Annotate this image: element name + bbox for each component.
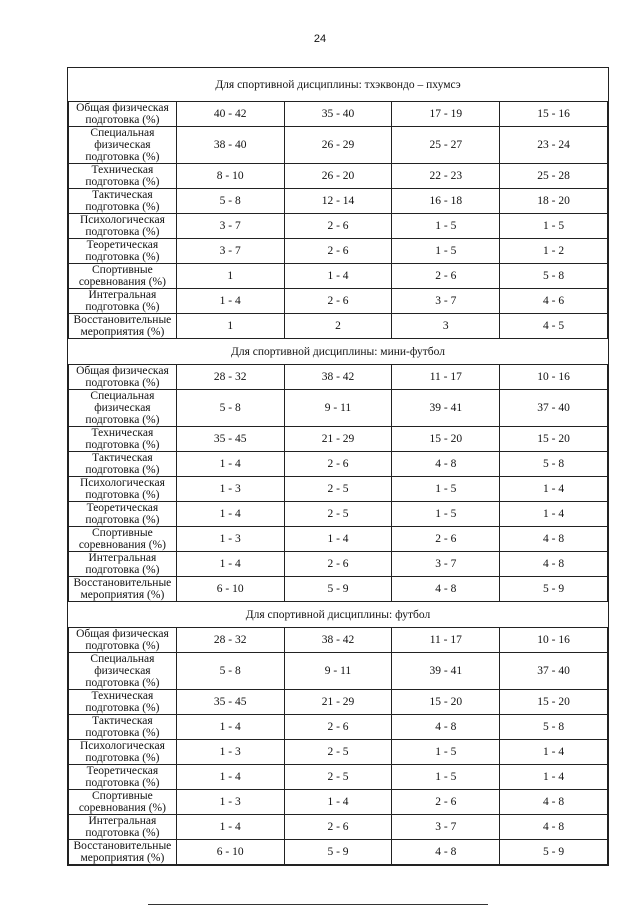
value-cell: 1 - 3 xyxy=(176,790,284,815)
value-cell: 4 - 8 xyxy=(500,790,608,815)
value-cell: 26 - 29 xyxy=(284,127,392,164)
value-cell: 1 - 3 xyxy=(176,477,284,502)
table-row xyxy=(69,390,608,427)
row-label: Интегральная подготовка (%) xyxy=(69,289,177,314)
value-cell: 2 - 6 xyxy=(284,552,392,577)
value-cell: 5 - 8 xyxy=(176,189,284,214)
value-cell: 1 - 3 xyxy=(176,527,284,552)
value-cell: 2 - 6 xyxy=(392,790,500,815)
table-row xyxy=(69,715,608,740)
value-cell: 21 - 29 xyxy=(284,427,392,452)
value-cell: 1 - 5 xyxy=(392,765,500,790)
row-label: Психологическая подготовка (%) xyxy=(69,477,177,502)
value-cell: 2 - 6 xyxy=(284,452,392,477)
value-cell: 18 - 20 xyxy=(500,189,608,214)
value-cell: 9 - 11 xyxy=(284,390,392,427)
value-cell: 2 - 6 xyxy=(284,214,392,239)
data-table xyxy=(68,68,608,865)
row-label: Спортивные соревнования (%) xyxy=(69,527,177,552)
table-row xyxy=(69,102,608,127)
value-cell: 1 - 3 xyxy=(176,740,284,765)
value-cell: 15 - 16 xyxy=(500,102,608,127)
value-cell: 38 - 40 xyxy=(176,127,284,164)
value-cell: 5 - 8 xyxy=(176,390,284,427)
table-row xyxy=(69,164,608,189)
value-cell: 28 - 32 xyxy=(176,365,284,390)
value-cell: 1 xyxy=(176,314,284,339)
value-cell: 2 - 6 xyxy=(392,527,500,552)
row-label: Психологическая подготовка (%) xyxy=(69,214,177,239)
row-label: Восстановительные мероприятия (%) xyxy=(69,577,177,602)
table-row xyxy=(69,127,608,164)
table-row xyxy=(69,264,608,289)
value-cell: 5 - 8 xyxy=(500,452,608,477)
value-cell: 35 - 45 xyxy=(176,690,284,715)
value-cell: 4 - 8 xyxy=(500,527,608,552)
value-cell: 12 - 14 xyxy=(284,189,392,214)
table-row xyxy=(69,552,608,577)
training-distribution-table xyxy=(67,67,609,866)
table-row xyxy=(69,527,608,552)
value-cell: 5 - 8 xyxy=(500,264,608,289)
value-cell: 10 - 16 xyxy=(500,628,608,653)
value-cell: 5 - 9 xyxy=(500,577,608,602)
table-row xyxy=(69,239,608,264)
value-cell: 5 - 9 xyxy=(284,577,392,602)
value-cell: 21 - 29 xyxy=(284,690,392,715)
table-row xyxy=(69,653,608,690)
value-cell: 2 - 6 xyxy=(392,264,500,289)
value-cell: 4 - 8 xyxy=(392,452,500,477)
value-cell: 37 - 40 xyxy=(500,390,608,427)
value-cell: 1 - 4 xyxy=(500,740,608,765)
row-label: Спортивные соревнования (%) xyxy=(69,790,177,815)
value-cell: 1 - 5 xyxy=(392,239,500,264)
section-title-row xyxy=(69,602,608,628)
table-row xyxy=(69,289,608,314)
table-row xyxy=(69,628,608,653)
row-label: Тактическая подготовка (%) xyxy=(69,452,177,477)
value-cell: 40 - 42 xyxy=(176,102,284,127)
value-cell: 1 - 5 xyxy=(392,502,500,527)
value-cell: 3 - 7 xyxy=(392,552,500,577)
value-cell: 4 - 8 xyxy=(500,552,608,577)
value-cell: 2 - 6 xyxy=(284,289,392,314)
table-row xyxy=(69,477,608,502)
table-row xyxy=(69,365,608,390)
value-cell: 39 - 41 xyxy=(392,390,500,427)
value-cell: 22 - 23 xyxy=(392,164,500,189)
value-cell: 1 - 4 xyxy=(176,452,284,477)
value-cell: 28 - 32 xyxy=(176,628,284,653)
value-cell: 1 - 5 xyxy=(392,740,500,765)
value-cell: 6 - 10 xyxy=(176,577,284,602)
value-cell: 10 - 16 xyxy=(500,365,608,390)
row-label: Теоретическая подготовка (%) xyxy=(69,502,177,527)
value-cell: 1 - 4 xyxy=(500,502,608,527)
value-cell: 26 - 20 xyxy=(284,164,392,189)
value-cell: 39 - 41 xyxy=(392,653,500,690)
value-cell: 1 xyxy=(176,264,284,289)
value-cell: 1 - 4 xyxy=(176,765,284,790)
value-cell: 5 - 9 xyxy=(284,840,392,865)
value-cell: 1 - 2 xyxy=(500,239,608,264)
value-cell: 2 - 5 xyxy=(284,502,392,527)
value-cell: 3 - 7 xyxy=(176,239,284,264)
value-cell: 25 - 28 xyxy=(500,164,608,189)
table-row xyxy=(69,740,608,765)
value-cell: 4 - 8 xyxy=(392,840,500,865)
value-cell: 38 - 42 xyxy=(284,365,392,390)
value-cell: 1 - 4 xyxy=(284,264,392,289)
value-cell: 3 - 7 xyxy=(392,815,500,840)
value-cell: 17 - 19 xyxy=(392,102,500,127)
value-cell: 38 - 42 xyxy=(284,628,392,653)
value-cell: 2 - 5 xyxy=(284,765,392,790)
value-cell: 4 - 6 xyxy=(500,289,608,314)
value-cell: 2 - 6 xyxy=(284,715,392,740)
table-row xyxy=(69,502,608,527)
row-label: Тактическая подготовка (%) xyxy=(69,189,177,214)
table-row xyxy=(69,452,608,477)
table-row xyxy=(69,214,608,239)
row-label: Интегральная подготовка (%) xyxy=(69,815,177,840)
value-cell: 5 - 8 xyxy=(500,715,608,740)
value-cell: 4 - 8 xyxy=(392,577,500,602)
value-cell: 3 - 7 xyxy=(392,289,500,314)
row-label: Общая физическая подготовка (%) xyxy=(69,102,177,127)
value-cell: 1 - 4 xyxy=(284,790,392,815)
value-cell: 1 - 5 xyxy=(392,477,500,502)
row-label: Спортивные соревнования (%) xyxy=(69,264,177,289)
table-row xyxy=(69,189,608,214)
value-cell: 25 - 27 xyxy=(392,127,500,164)
value-cell: 15 - 20 xyxy=(392,690,500,715)
row-label: Тактическая подготовка (%) xyxy=(69,715,177,740)
value-cell: 4 - 8 xyxy=(500,815,608,840)
row-label: Техническая подготовка (%) xyxy=(69,427,177,452)
value-cell: 15 - 20 xyxy=(500,690,608,715)
value-cell: 3 - 7 xyxy=(176,214,284,239)
row-label: Интегральная подготовка (%) xyxy=(69,552,177,577)
section-2 xyxy=(69,339,608,602)
value-cell: 15 - 20 xyxy=(392,427,500,452)
section-3 xyxy=(69,602,608,865)
row-label: Специальная физическая подготовка (%) xyxy=(69,653,177,690)
value-cell: 1 - 4 xyxy=(176,715,284,740)
table-row xyxy=(69,577,608,602)
value-cell: 5 - 8 xyxy=(176,653,284,690)
value-cell: 37 - 40 xyxy=(500,653,608,690)
value-cell: 9 - 11 xyxy=(284,653,392,690)
value-cell: 2 - 6 xyxy=(284,239,392,264)
row-label: Специальная физическая подготовка (%) xyxy=(69,390,177,427)
section-1 xyxy=(69,68,608,339)
value-cell: 11 - 17 xyxy=(392,628,500,653)
value-cell: 35 - 45 xyxy=(176,427,284,452)
table-row xyxy=(69,765,608,790)
value-cell: 5 - 9 xyxy=(500,840,608,865)
section-title: Для спортивной дисциплины: мини-футбол xyxy=(69,339,608,365)
row-label: Специальная физическая подготовка (%) xyxy=(69,127,177,164)
value-cell: 1 - 5 xyxy=(500,214,608,239)
row-label: Общая физическая подготовка (%) xyxy=(69,628,177,653)
value-cell: 11 - 17 xyxy=(392,365,500,390)
table-row xyxy=(69,427,608,452)
value-cell: 1 - 4 xyxy=(284,527,392,552)
section-title: Для спортивной дисциплины: футбол xyxy=(69,602,608,628)
value-cell: 2 - 5 xyxy=(284,740,392,765)
value-cell: 3 xyxy=(392,314,500,339)
value-cell: 1 - 4 xyxy=(176,289,284,314)
table-row xyxy=(69,840,608,865)
section-title-row xyxy=(69,339,608,365)
value-cell: 1 - 4 xyxy=(500,477,608,502)
value-cell: 1 - 4 xyxy=(176,502,284,527)
value-cell: 4 - 5 xyxy=(500,314,608,339)
row-label: Техническая подготовка (%) xyxy=(69,690,177,715)
row-label: Теоретическая подготовка (%) xyxy=(69,239,177,264)
section-title-row xyxy=(69,68,608,102)
value-cell: 6 - 10 xyxy=(176,840,284,865)
row-label: Техническая подготовка (%) xyxy=(69,164,177,189)
section-title: Для спортивной дисциплины: тхэквондо – пхумсэ xyxy=(69,68,608,102)
value-cell: 1 - 4 xyxy=(176,552,284,577)
table-row xyxy=(69,815,608,840)
row-label: Психологическая подготовка (%) xyxy=(69,740,177,765)
value-cell: 8 - 10 xyxy=(176,164,284,189)
value-cell: 1 - 4 xyxy=(176,815,284,840)
table-row xyxy=(69,314,608,339)
table-row xyxy=(69,690,608,715)
value-cell: 4 - 8 xyxy=(392,715,500,740)
value-cell: 16 - 18 xyxy=(392,189,500,214)
table-row xyxy=(69,790,608,815)
row-label: Восстановительные мероприятия (%) xyxy=(69,314,177,339)
value-cell: 35 - 40 xyxy=(284,102,392,127)
value-cell: 1 - 4 xyxy=(500,765,608,790)
row-label: Теоретическая подготовка (%) xyxy=(69,765,177,790)
row-label: Восстановительные мероприятия (%) xyxy=(69,840,177,865)
value-cell: 2 xyxy=(284,314,392,339)
row-label: Общая физическая подготовка (%) xyxy=(69,365,177,390)
page-number: 24 xyxy=(313,33,327,45)
value-cell: 1 - 5 xyxy=(392,214,500,239)
value-cell: 2 - 5 xyxy=(284,477,392,502)
value-cell: 15 - 20 xyxy=(500,427,608,452)
value-cell: 23 - 24 xyxy=(500,127,608,164)
value-cell: 2 - 6 xyxy=(284,815,392,840)
